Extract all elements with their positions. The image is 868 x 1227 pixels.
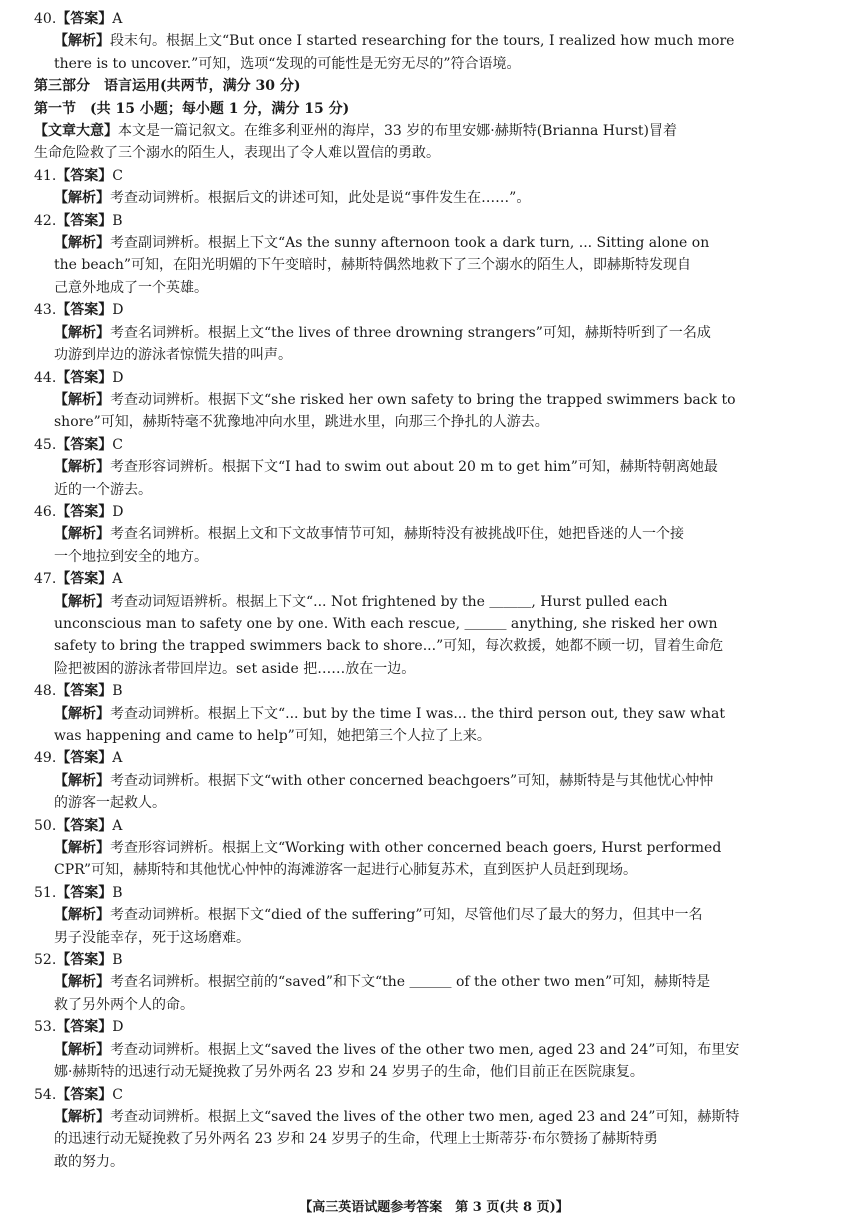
analysis-line [34,613,810,635]
item-number: 51. [34,884,57,901]
answer-line [34,1016,810,1038]
analysis-text: 近的一个游去。 [54,481,152,498]
analysis-line [34,523,810,545]
answer-value: C [112,1086,123,1103]
answer-line [34,815,810,837]
analysis-text: unconscious man to safety one by one. With each rescue, ＿＿＿ anything, she risked her own [54,615,718,632]
item-number: 41. [34,167,57,184]
answer-value: A [112,817,123,834]
analysis-text: 考查形容词辨析。根据下文“I had to swim out about 20 m to get him”可知，赫斯特朝离她最 [110,459,718,476]
analysis-label: 【解析】 [54,840,110,857]
item-number: 53. [34,1019,57,1036]
answer-line [34,299,810,321]
answer-item [34,8,810,75]
analysis-label: 【解析】 [54,907,110,924]
answer-value: A [112,750,123,767]
analysis-line [34,1061,810,1083]
analysis-line [34,837,810,859]
analysis-text: 敢的努力。 [54,1153,124,1170]
answer-item [34,434,810,501]
answer-item [34,367,810,434]
item-number: 48. [34,683,57,700]
analysis-text: 段末句。根据上文“But once I started researching for the tours, I realized how much more [110,33,735,50]
analysis-label: 【解析】 [54,593,110,610]
answer-line [34,882,810,904]
subsection-heading: 第一节 (共 15 小题；每小题 1 分，满分 15 分) [34,100,350,117]
analysis-line [34,703,810,725]
answer-label: 【答案】 [56,750,113,767]
answer-line [34,210,810,232]
analysis-line [34,1106,810,1128]
analysis-line [34,859,810,881]
analysis-text: 考查动词辨析。根据上下文“... but by the time I was... the third person out, they saw what [110,705,725,722]
answer-label: 【答案】 [56,167,113,184]
analysis-text: 考查动词辨析。根据上文“saved the lives of the other two men, aged 23 and 24”可知，赫斯特 [110,1108,740,1125]
analysis-text: 的迅速行动无疑挽救了另外两名 23 岁和 24 岁男子的生命，代理上士斯蒂芬·布尔赞扬了赫斯特勇 [54,1131,658,1148]
analysis-line [34,30,810,52]
analysis-line [34,322,810,344]
analysis-text: 考查动词辨析。根据后文的讲述可知，此处是说“事件发生在……”。 [110,190,531,207]
analysis-line [34,389,810,411]
answer-value: A [112,11,123,27]
answer-value: D [112,503,124,520]
analysis-line [34,1039,810,1061]
analysis-text: 考查动词辨析。根据下文“died of the suffering”可知，尽管他们尽了最大的努力，但其中一名 [110,907,703,924]
analysis-text: 考查动词短语辨析。根据上下文“... Not frightened by the ＿＿＿, Hurst pulled each [110,593,668,610]
answer-value: C [112,436,123,453]
analysis-line [34,725,810,747]
analysis-text: 一个地拉到安全的地方。 [54,548,208,565]
analysis-line [34,1128,810,1150]
analysis-label: 【解析】 [54,33,110,50]
answer-line [34,434,810,456]
answer-value: D [112,1019,124,1036]
analysis-line [34,411,810,433]
answer-value: D [112,369,124,386]
answer-label: 【答案】 [56,11,113,27]
answer-item [34,949,810,1016]
analysis-line [34,994,810,1016]
answer-label: 【答案】 [56,683,113,700]
answer-label: 【答案】 [56,571,113,588]
analysis-text: 娜·赫斯特的迅速行动无疑挽救了另外两名 23 岁和 24 岁男子的生命，他们目前正在医院康复。 [54,1064,644,1081]
item-number: 42. [34,212,57,229]
analysis-label: 【解析】 [54,1108,110,1125]
item-number: 49. [34,750,57,767]
answer-label: 【答案】 [56,436,113,453]
answer-item [34,501,810,568]
item-number: 44. [34,369,57,386]
answer-label: 【答案】 [56,212,113,229]
analysis-text: was happening and came to help”可知，她把第三个人拉了上来。 [54,728,491,744]
analysis-line [34,546,810,568]
answer-value: B [112,683,123,700]
analysis-text: CPR”可知，赫斯特和其他忧心忡忡的海滩游客一起进行心肺复苏术，直到医护人员赶到现场。 [54,862,638,879]
answer-item [34,568,810,680]
answer-label: 【答案】 [56,884,113,901]
summary-line [34,142,810,164]
answer-item [34,165,810,210]
analysis-label: 【解析】 [54,974,110,991]
summary-line [34,120,810,142]
answer-line [34,367,810,389]
answer-value: B [112,884,123,901]
analysis-label: 【解析】 [54,772,110,789]
answer-value: C [112,167,123,184]
analysis-text: shore”可知，赫斯特毫不犹豫地冲向水里，跳进水里，向那三个挣扎的人游去。 [54,414,549,431]
answer-item [34,882,810,949]
answer-item [34,210,810,300]
answer-label: 【答案】 [56,302,113,319]
answers-list [34,165,810,1173]
analysis-text: 救了另外两个人的命。 [54,996,194,1013]
answer-value: B [112,952,123,969]
analysis-line [34,1151,810,1173]
analysis-line [34,770,810,792]
answer-value: A [112,571,123,588]
answer-label: 【答案】 [56,952,113,969]
summary-text: 本文是一篇记叙文。在维多利亚州的海岸，33 岁的布里安娜·赫斯特(Brianna Hurst)冒着 [118,123,678,140]
answer-line [34,949,810,971]
answer-label: 【答案】 [56,503,113,520]
analysis-line [34,187,810,209]
analysis-label: 【解析】 [54,391,110,408]
analysis-text: 己意外地成了一个英雄。 [54,279,208,296]
analysis-label: 【解析】 [54,324,110,341]
answer-key-content [34,8,810,1173]
answer-label: 【答案】 [56,1019,113,1036]
answer-label: 【答案】 [56,817,113,834]
analysis-line [34,479,810,501]
analysis-text: there is to uncover.”可知，选项“发现的可能性是无穷无尽的”符合语境。 [54,55,521,72]
item-number: 50. [34,817,57,834]
analysis-label: 【解析】 [54,235,110,252]
analysis-text: 考查形容词辨析。根据上文“Working with other concerned beach goers, Hurst performed [110,840,722,857]
analysis-text: 考查动词辨析。根据下文“she risked her own safety to bring the trapped swimmers back to [110,391,736,408]
answer-line [34,8,810,30]
analysis-line [34,53,810,75]
item-number: 45. [34,436,57,453]
item-number: 43. [34,302,57,319]
answer-item [34,680,810,747]
answer-item [34,1016,810,1083]
analysis-label: 【解析】 [54,526,110,543]
summary-label: 【文章大意】 [34,123,118,140]
analysis-text: 功游到岸边的游泳者惊慌失措的叫声。 [54,347,292,364]
item-number: 40. [34,11,57,27]
item-number: 47. [34,571,57,588]
analysis-text: 考查动词辨析。根据下文“with other concerned beachgoers”可知，赫斯特是与其他忧心忡忡 [110,772,714,789]
answer-item [34,815,810,882]
answer-line [34,680,810,702]
analysis-text: 险把被困的游泳者带回岸边。set aside 把……放在一边。 [54,660,416,677]
section-heading: 第三部分 语言运用(共两节，满分 30 分) [34,78,301,95]
answer-label: 【答案】 [56,1086,113,1103]
answer-line [34,747,810,769]
analysis-line [34,904,810,926]
analysis-line [34,344,810,366]
analysis-line [34,232,810,254]
analysis-line [34,792,810,814]
answer-item [34,1084,810,1174]
answer-item [34,299,810,366]
page-footer: 【高三英语试题参考答案 第 3 页(共 8 页)】 [299,1200,569,1215]
item-number: 54. [34,1086,57,1103]
analysis-label: 【解析】 [54,705,110,722]
analysis-line [34,591,810,613]
item-number: 46. [34,503,57,520]
analysis-text: 考查名词辨析。根据上文和下文故事情节可知，赫斯特没有被挑战吓住，她把昏迷的人一个接 [110,526,684,543]
answer-value: D [112,302,124,319]
analysis-text: the beach”可知，在阳光明媚的下午变暗时，赫斯特偶然地救下了三个溺水的陌生人，即赫斯特发现自 [54,257,691,274]
analysis-line [34,456,810,478]
analysis-text: 考查副词辨析。根据上下文“As the sunny afternoon took a dark turn, ... Sitting alone on [110,235,710,252]
analysis-label: 【解析】 [54,1041,110,1058]
analysis-label: 【解析】 [54,459,110,476]
analysis-label: 【解析】 [54,190,110,207]
analysis-text: 的游客一起救人。 [54,795,166,812]
summary-text: 生命危险救了三个溺水的陌生人，表现出了令人难以置信的勇敢。 [34,145,440,162]
analysis-text: 考查动词辨析。根据上文“saved the lives of the other two men, aged 23 and 24”可知，布里安 [110,1041,740,1058]
analysis-text: 考查名词辨析。根据上文“the lives of three drowning strangers”可知，赫斯特听到了一名成 [110,324,711,341]
answer-line [34,1084,810,1106]
answer-value: B [112,212,123,229]
analysis-line [34,277,810,299]
analysis-line [34,254,810,276]
item-number: 52. [34,952,57,969]
answer-item [34,747,810,814]
answer-line [34,501,810,523]
analysis-line [34,927,810,949]
analysis-text: 男子没能幸存，死于这场磨难。 [54,929,250,946]
answer-line [34,165,810,187]
analysis-line [34,635,810,657]
answer-line [34,568,810,590]
analysis-text: 考查名词辨析。根据空前的“saved”和下文“the ＿＿＿ of the other two men”可知，赫斯特是 [110,974,711,991]
analysis-text: safety to bring the trapped swimmers back to shore...”可知，每次救援，她都不顾一切，冒着生命危 [54,638,724,655]
answer-label: 【答案】 [56,369,113,386]
analysis-line [34,971,810,993]
analysis-line [34,658,810,680]
